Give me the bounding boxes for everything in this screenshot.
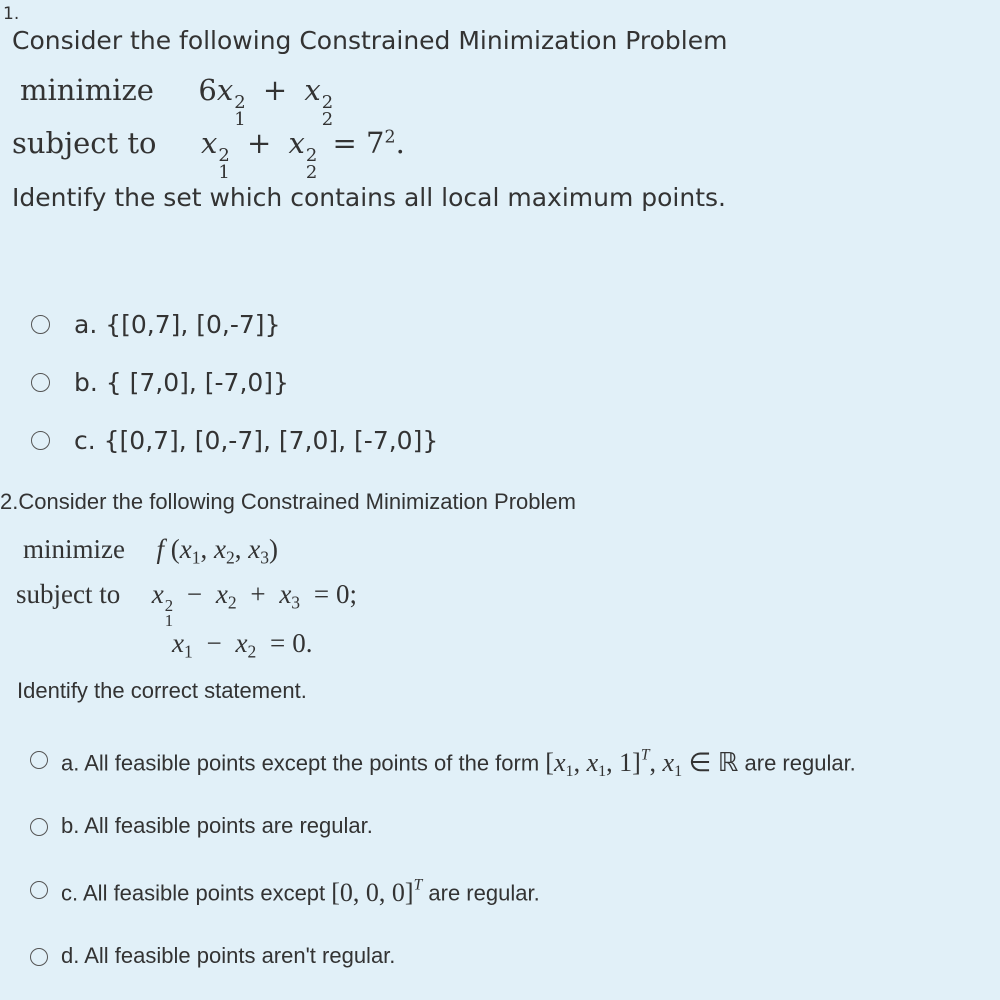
q1-constraint: subject to x 2 1 + x 2 2 = $7^2$.	[12, 126, 405, 184]
q2-option-a-math: [x1, x1, 1]$^T$, x1 ∈ ℝ	[545, 746, 739, 780]
q1-prompt: Consider the following Constrained Minimization Problem	[12, 26, 728, 55]
q2-number: 2.	[0, 489, 19, 514]
q1-option-a-radio[interactable]	[31, 315, 50, 334]
q1-option-c-label[interactable]: c. {[0,7], [0,-7], [7,0], [-7,0]}	[74, 426, 439, 455]
minimize-label: minimize	[20, 73, 154, 107]
q1-question: Identify the set which contains all local maximum points.	[12, 183, 726, 212]
rhs-exponent: 2	[384, 127, 396, 148]
q2-option-a-text: a. All feasible points except the points of the form	[61, 750, 546, 776]
constraint-rhs: = 7	[332, 126, 385, 160]
q2-constraint-2: x1 − x2 = 0.	[172, 628, 313, 662]
q2-option-a-radio[interactable]	[30, 751, 48, 769]
q1-option-b-radio[interactable]	[31, 373, 50, 392]
q2-option-d-label[interactable]: d. All feasible points aren't regular.	[61, 943, 396, 968]
q2-prompt: Consider the following Constrained Minimization Problem	[18, 489, 576, 514]
objective-coeff: 6	[198, 73, 217, 107]
subject-to-label: subject to	[12, 126, 157, 160]
q2-option-c-math: [0, 0, 0]$^T$	[331, 876, 423, 907]
q2-option-c-label[interactable]	[61, 876, 540, 908]
q2-option-d-radio[interactable]	[30, 948, 48, 966]
q2-header	[0, 489, 576, 515]
q1-objective: minimize 6x 2 1 + x 2 2	[20, 73, 334, 131]
q2-option-a-suffix: are regular.	[738, 750, 856, 776]
q2-option-b-label[interactable]: b. All feasible points are regular.	[61, 813, 373, 838]
rhs-period: .	[395, 126, 405, 160]
q2-minimize-label: minimize	[23, 534, 125, 564]
q2-option-c-text: c. All feasible points except	[61, 880, 332, 906]
q2-option-a-label[interactable]	[61, 746, 856, 781]
q2-option-c-suffix: are regular.	[422, 880, 540, 906]
q1-option-c-radio[interactable]	[31, 431, 50, 450]
q2-subject-to-label: subject to	[16, 579, 121, 609]
q1-option-a-label[interactable]: a. {[0,7], [0,-7]}	[74, 310, 281, 339]
q2-question: Identify the correct statement.	[17, 678, 307, 703]
q1-number: 1.	[3, 4, 20, 24]
q2-option-c-radio[interactable]	[30, 881, 48, 899]
q1-option-b-label[interactable]: b. { [7,0], [-7,0]}	[74, 368, 289, 397]
q2-constraint-1: subject to x 2 1 − x2 + x3 = 0;	[16, 579, 358, 631]
q2-objective: minimize f (x1, x2, x3)	[23, 534, 278, 568]
q2-option-b-radio[interactable]	[30, 818, 48, 836]
